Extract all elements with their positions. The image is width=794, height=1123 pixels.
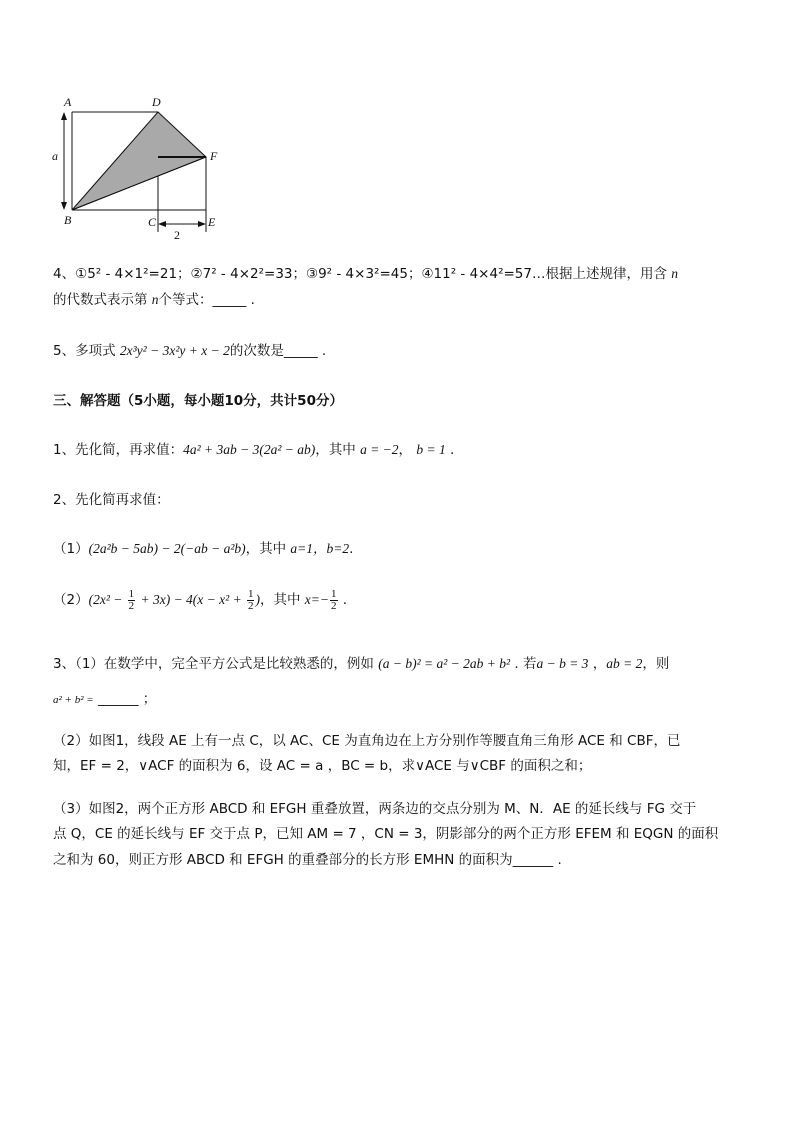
s2-p2-end: .: [342, 592, 348, 608]
s3-p1-line1: 3、（1）在数学中，完全平方公式是比较熟悉的，例如 (a − b)² = a² − 2ab + b² . 若a − b = 3 ，ab = 2，则: [53, 656, 670, 672]
s3-p1-end: ；: [142, 691, 157, 707]
q5: [53, 339, 326, 359]
s2-p1-label: （1）: [53, 541, 89, 557]
s3-p1-blank: ______: [98, 691, 139, 707]
s2-p2-mid: + 3x) − 4(x − x² +: [140, 592, 242, 607]
s2-p2-frac3: [330, 589, 338, 612]
q5-text2: 的次数是: [229, 343, 284, 359]
frac-numerator: 1: [331, 587, 337, 600]
s1-text: 1、先化简，再求值：: [53, 442, 184, 458]
s2-p2-close: ): [255, 592, 260, 607]
q4-line1: [53, 262, 678, 282]
s1-expr: 4a² + 3ab − 3(2a² − ab): [183, 442, 316, 457]
s3-p1-c2: ab = 2: [606, 656, 643, 671]
label-a: a: [52, 149, 58, 163]
frac-numerator: 1: [247, 587, 254, 600]
q4-text2a: 的代数式表示第: [53, 292, 148, 308]
s2-p2: [53, 588, 347, 612]
section-3-title: 三、解答题（5小题，每小题10分，共计50分）: [53, 393, 343, 409]
s1-b: b = 1: [416, 442, 446, 457]
s2-p2-frac1: [128, 589, 136, 612]
q4-text: ①5² - 4×1²=21；②7² - 4×2²=33；③9² - 4×3²=45；④11² - 4×4²=57…根据上述规律，用含: [75, 266, 667, 282]
s2-p1-cond: ，其中: [245, 541, 287, 557]
q4-number: 4、: [53, 266, 76, 282]
arrowhead-down: [61, 202, 67, 210]
s2-p2-label: （2）: [53, 592, 89, 608]
s3-p3-line2: 点 Q，CE 的延长线与 EF 交于点 P，已知 AM = 7 ，CN = 3，阴影部分的两个正方形 EFEM 和 EQGN 的面积: [53, 826, 719, 842]
label-C: C: [148, 215, 157, 229]
q4-line2: [53, 288, 255, 308]
s3-p3-text: 之和为 60，则正方形 ABCD 和 EFGH 的重叠部分的长方形 EMHN 的面积为: [53, 852, 513, 868]
s1-cond: ，其中: [315, 442, 356, 458]
s2-p1-expr: (2a²b − 5ab) − 2(−ab − a²b): [88, 541, 246, 556]
s2-p1-vals: a=1，b=2: [290, 541, 350, 556]
s1-sep: ，: [398, 442, 413, 458]
s2-p1: [53, 537, 353, 557]
arrowhead-left: [158, 221, 166, 227]
s3-p3-line3: [53, 848, 562, 868]
s3-p3-line1: （3）如图2，两个正方形 ABCD 和 EFGH 重叠放置，两条边的交点分别为 M、N．AE 的延长线与 FG 交于: [53, 801, 697, 817]
s3-p1a: 3、（1）在数学中，完全平方公式是比较熟悉的，例如: [53, 656, 374, 672]
arrowhead-right: [198, 221, 206, 227]
s1: [53, 438, 454, 458]
s2-p2-x: x=−: [304, 592, 329, 607]
frac-denominator: 2: [247, 599, 254, 612]
q5-blank: _____: [283, 343, 318, 359]
label-2: 2: [174, 228, 180, 242]
q5-expr: 2x³y² − 3x²y + x − 2: [119, 343, 230, 358]
s2-p1-end: .: [349, 541, 354, 557]
label-F: F: [210, 149, 218, 163]
s2-p2-cond: ，其中: [259, 592, 301, 608]
q5-text: 5、多项式: [53, 343, 116, 359]
s3-p1b: . 若: [514, 656, 537, 672]
s3-p3-end: .: [557, 852, 562, 868]
s3-p1-c1: a − b = 3: [536, 656, 589, 671]
s1-end: .: [450, 442, 455, 458]
q4-blank: _____: [212, 292, 247, 308]
s1-a: a = −2: [360, 442, 399, 457]
s3-p1-line2: [53, 687, 156, 707]
label-A: A: [64, 95, 72, 109]
s3-p3-blank: ______: [512, 852, 554, 868]
s2-title: 2、先化简再求值：: [53, 492, 170, 508]
label-E: E: [208, 215, 216, 229]
frac-denominator: 2: [331, 599, 337, 612]
s2-p2-frac2: [247, 589, 255, 612]
label-B: B: [64, 213, 72, 227]
s3-p2-line1: （2）如图1，线段 AE 上有一点 C，以 AC、CE 为直角边在上方分别作等腰直角三角形 ACE 和 CBF，已: [53, 733, 681, 749]
shaded-triangle-BDF: [72, 112, 206, 210]
q4-n: n: [671, 266, 679, 281]
arrowhead-up: [61, 112, 67, 120]
frac-numerator: 1: [128, 587, 135, 600]
s3-p2-line2: 知，EF = 2，∨ACF 的面积为 6，设 AC = a ，BC = b，求∨ACE 与∨CBF 的面积之和；: [53, 758, 592, 774]
s3-p1-expr: (a − b)² = a² − 2ab + b²: [378, 656, 511, 671]
frac-denominator: 2: [128, 599, 135, 612]
s3-p1c: ，则: [642, 656, 670, 672]
q5-end: .: [321, 343, 327, 359]
geometry-figure: [50, 92, 230, 242]
label-D: D: [152, 95, 161, 109]
s3-p1-line2-expr: a² + b² =: [53, 694, 94, 706]
q4-end: .: [250, 292, 255, 308]
s2-p2-pre: (2x² −: [88, 592, 123, 607]
q4-n2: n: [151, 292, 159, 307]
q4-text2b: 个等式：: [158, 292, 213, 308]
